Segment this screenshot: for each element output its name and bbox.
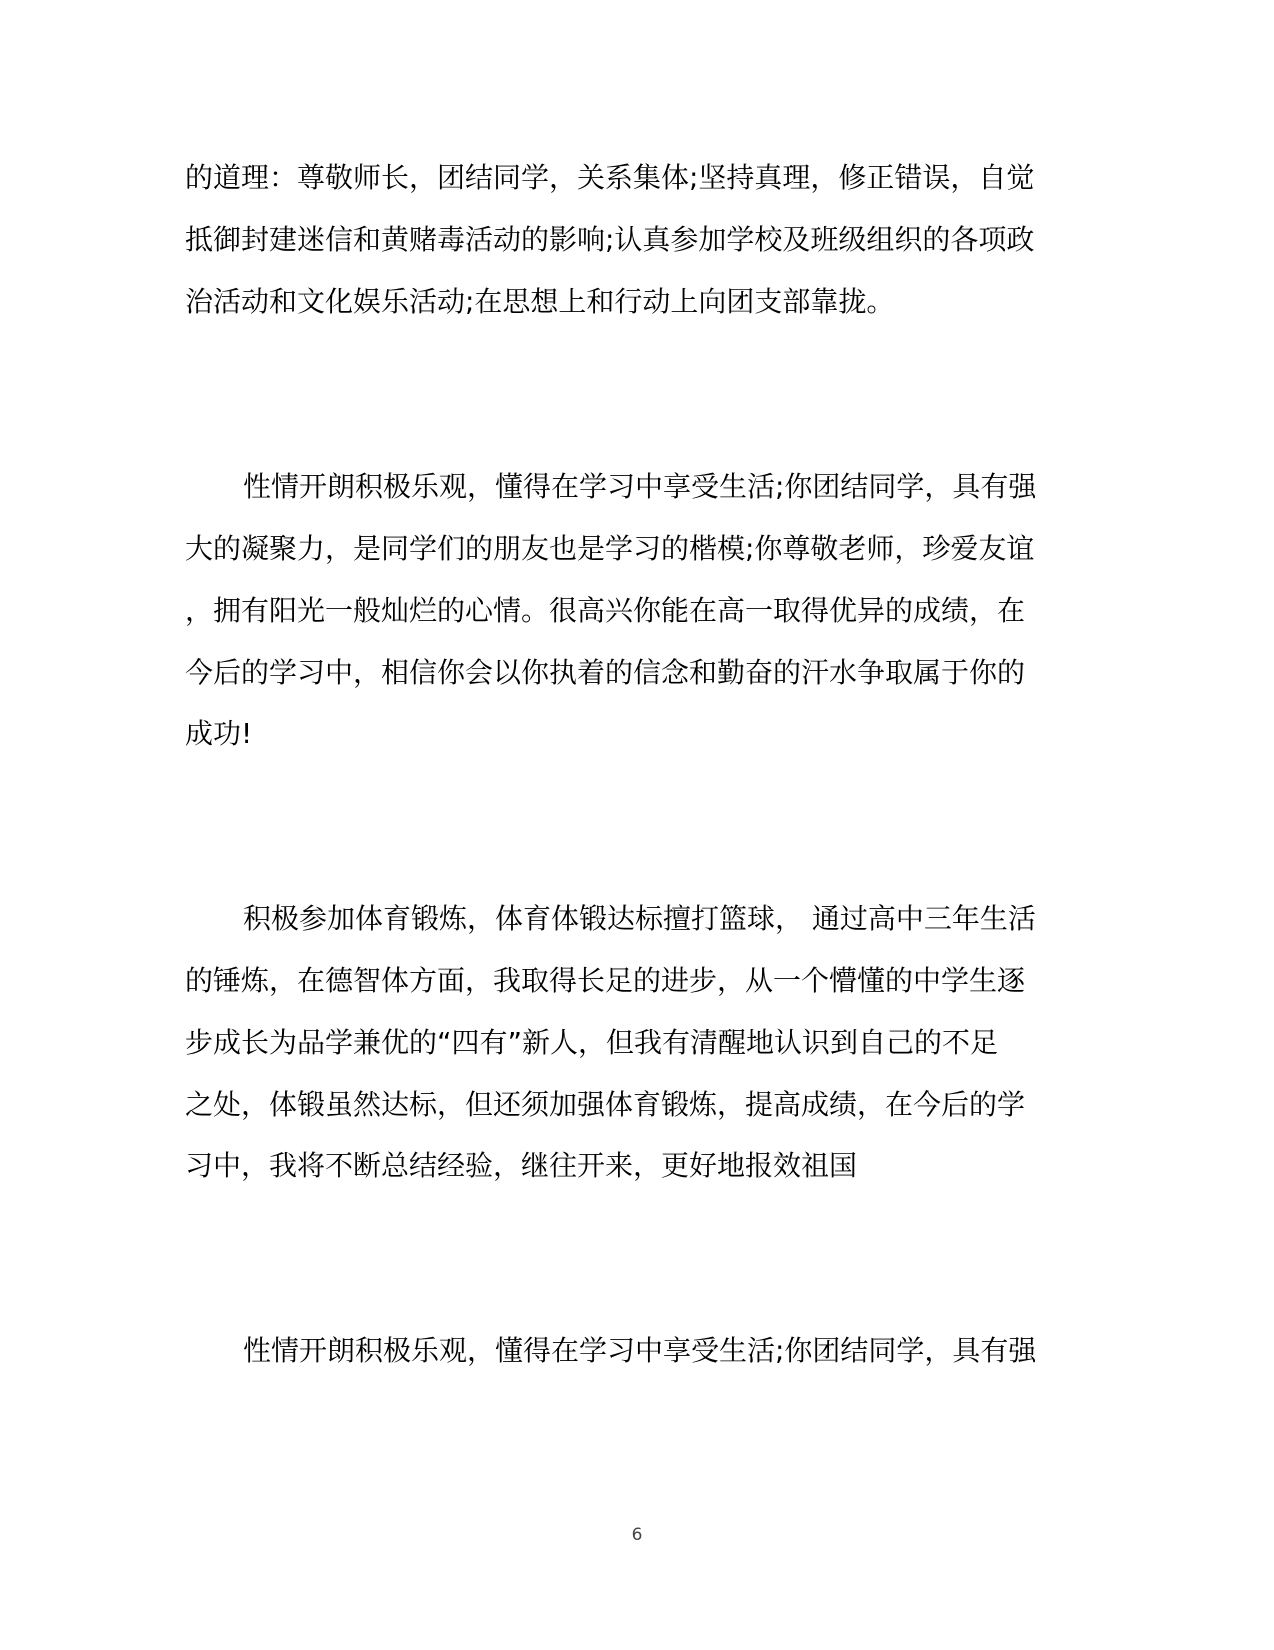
text-line: 的道理：尊敬师长，团结同学，关系集体;坚持真理，修正错误，自觉 (185, 161, 1035, 194)
text-line: 抵御封建迷信和黄赌毒活动的影响;认真参加学校及班级组织的各项政 (185, 223, 1035, 256)
text-line: 治活动和文化娱乐活动;在思想上和行动上向团支部靠拢。 (185, 285, 895, 318)
text-line: 习中，我将不断总结经验，继往开来，更好地报效祖国 (185, 1149, 858, 1182)
text-line: 的锤炼，在德智体方面，我取得长足的进步，从一个懵懂的中学生逐 (185, 964, 1026, 997)
text-line: 之处，体锻虽然达标，但还须加强体育锻炼，提高成绩，在今后的学 (185, 1088, 1026, 1121)
text-line: 步成长为品学兼优的“四有”新人，但我有清醒地认识到自己的不足 (185, 1026, 999, 1059)
page-number: 6 (631, 1525, 643, 1545)
text-line: 成功! (185, 717, 253, 750)
text-line: 性情开朗积极乐观，懂得在学习中享受生活;你团结同学，具有强 (243, 1334, 1037, 1367)
text-line: 大的凝聚力，是同学们的朋友也是学习的楷模;你尊敬老师，珍爱友谊 (185, 532, 1035, 565)
text-line: ，拥有阳光一般灿烂的心情。很高兴你能在高一取得优异的成绩，在 (185, 594, 1026, 627)
text-line: 今后的学习中，相信你会以你执着的信念和勤奋的汗水争取属于你的 (185, 656, 1026, 689)
text-line: 性情开朗积极乐观，懂得在学习中享受生活;你团结同学，具有强 (243, 470, 1037, 503)
text-line: 积极参加体育锻炼，体育体锻达标擅打篮球， 通过高中三年生活 (243, 902, 1036, 935)
